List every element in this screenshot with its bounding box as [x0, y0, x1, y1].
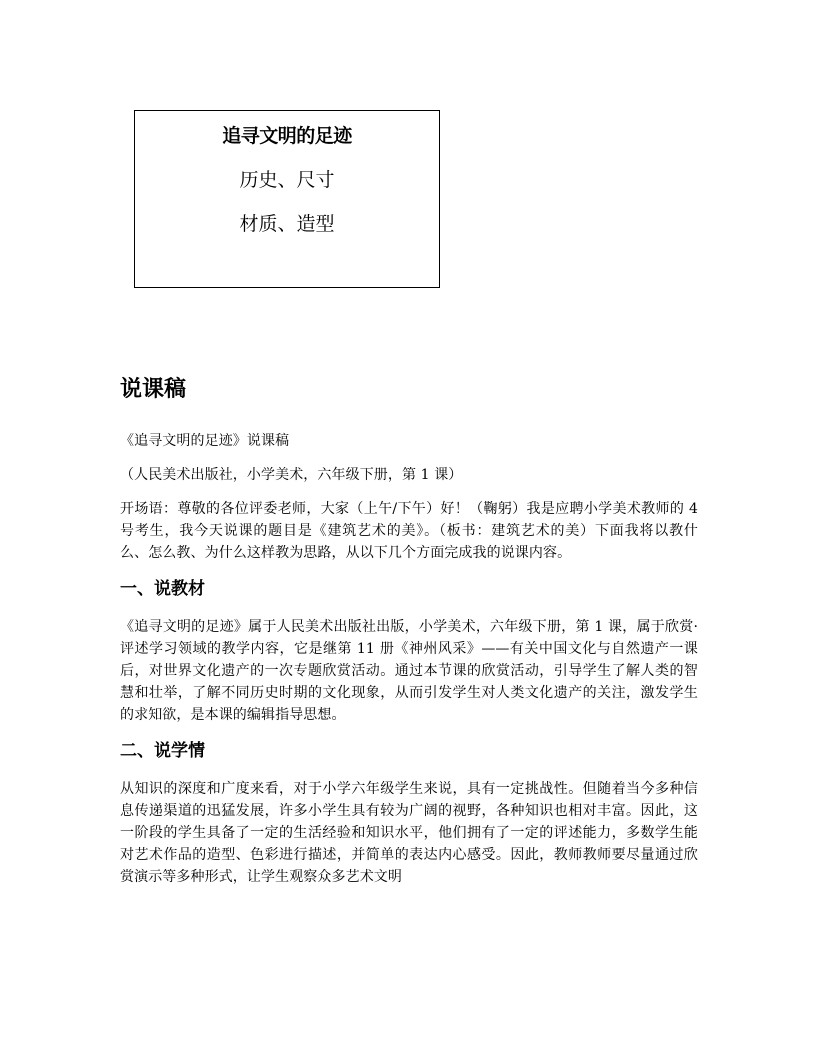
document-heading: 说课稿: [120, 377, 187, 402]
section-heading-students: 二、说学情: [120, 741, 205, 761]
publisher-info: （人民美术出版社，小学美术，六年级下册，第 1 课）: [120, 467, 463, 483]
students-paragraph: 从知识的深度和广度来看，对于小学六年级学生来说，具有一定挑战性。但随着当今多种信息传递渠道的迅猛发展，许多小学生具有较为广阔的视野，各种知识也相对丰富。因此，这一阶段的学生具备了一定的生活经验和知识水平，他们拥有了一定的评述能力，多数学生能对艺术作品的造型、色彩进行描述，并简单的表达内心感受。因此，教师教师要尽量通过欣赏演示等多种形式，让学生观察众多艺术文明: [120, 781, 698, 885]
board-line-history-size: 历史、尺寸: [239, 169, 335, 191]
blackboard-outline-box: [134, 110, 440, 288]
document-body: [120, 374, 698, 900]
board-title: 追寻文明的足迹: [222, 125, 352, 147]
section-heading-textbook: 一、说教材: [120, 579, 205, 599]
lesson-title: 《追寻文明的足迹》说课稿: [120, 433, 290, 449]
board-line-material-shape: 材质、造型: [239, 213, 335, 235]
textbook-paragraph: 《追寻文明的足迹》属于人民美术出版社出版，小学美术，六年级下册，第 1 课，属于欣赏·评述学习领域的教学内容，它是继第 11 册《神州风采》——有关中国文化与自然遗产一课后，对世界文化遗产的一次专题欣赏活动。通过本节课的欣赏活动，引导学生了解人类的智慧和壮举，了解不同历史时期的文化现象，从而引发学生对人类文化遗产的关注，激发学生的求知欲，是本课的编辑指导思想。: [120, 619, 698, 723]
opening-paragraph: 开场语：尊敬的各位评委老师，大家（上午/下午）好！（鞠躬）我是应聘小学美术教师的 4 号考生，我今天说课的题目是《建筑艺术的美》。（板书：建筑艺术的美）下面我将以教什么、怎么教、为什么这样教为思路，从以下几个方面完成我的说课内容。: [120, 501, 698, 561]
